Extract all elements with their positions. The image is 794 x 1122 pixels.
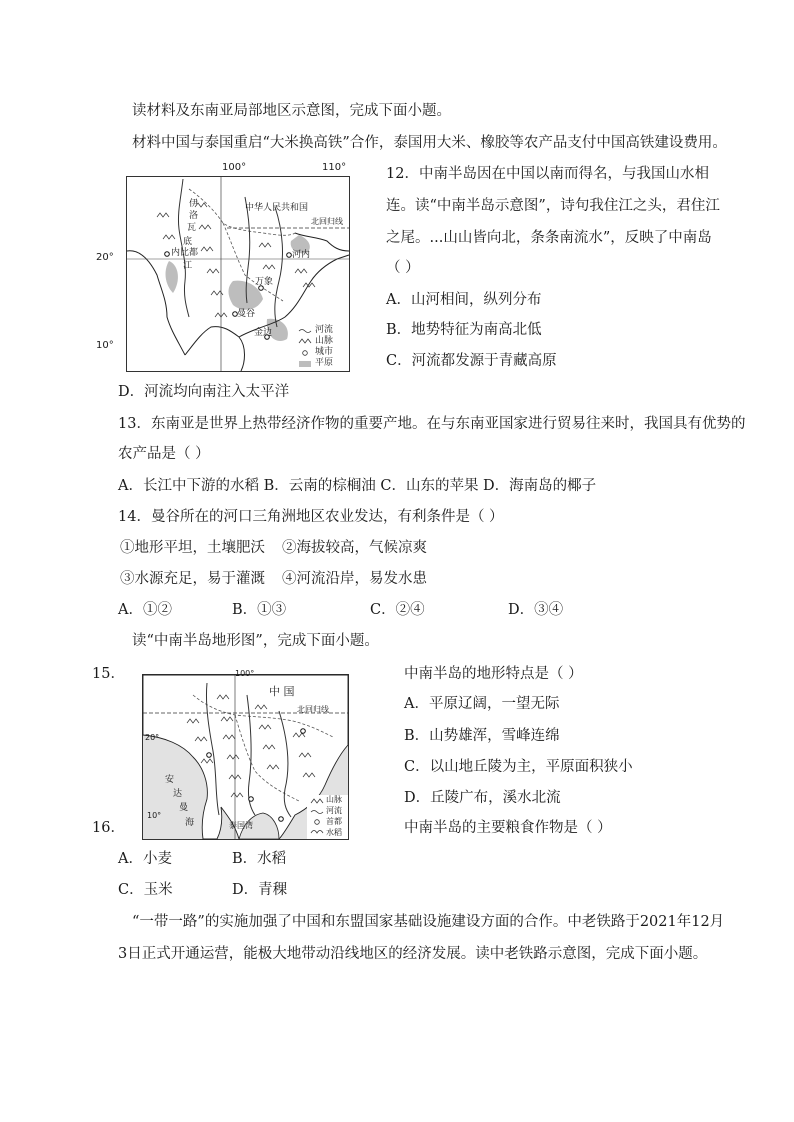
q14-item-2: ②海拔较高，气候凉爽	[282, 540, 427, 556]
q13-options[interactable]: A．长江中下游的水稻 B．云南的棕榈油 C．山东的苹果 D．海南岛的椰子	[118, 478, 597, 494]
q15-stem: 中南半岛的地形特点是（ ）	[404, 666, 583, 682]
q16-option-c[interactable]: C．玉米	[118, 882, 173, 898]
map1-legend-mountain: 山脉	[315, 336, 334, 346]
intro-line-2: 读“中南半岛地形图”，完成下面小题。	[132, 633, 379, 649]
map1-label-river-2: 洛	[189, 211, 199, 221]
q13-stem-1: 13．东南亚是世界上热带经济作物的重要产地。在与东南亚国家进行贸易往来时，我国具有优势的	[118, 416, 746, 432]
map1-legend-plain: 平原	[315, 358, 334, 368]
q14-option-d[interactable]: D．③④	[508, 602, 564, 618]
map2-label-sea-3: 曼	[179, 803, 189, 813]
map2-lat-10: 10°	[147, 811, 162, 820]
q16-stem: 中南半岛的主要粮食作物是（ ）	[404, 820, 612, 836]
q14-stem: 14．曼谷所在的河口三角洲地区农业发达，有利条件是（ ）	[118, 509, 504, 525]
q12-stem-1: 12．中南半岛因在中国以南而得名，与我国山水相	[386, 166, 709, 182]
q14-option-c[interactable]: C．②④	[370, 602, 425, 618]
q14-option-b[interactable]: B．①③	[232, 602, 287, 618]
map2-label-tropic: 北回归线	[297, 705, 329, 714]
map1-label-river-4: 底	[183, 237, 193, 247]
q12-option-c[interactable]: C．河流都发源于青藏高原	[386, 353, 557, 369]
q12-stem-3: 之尾。...山山皆向北，条条南流水”，反映了中南岛	[386, 230, 712, 246]
map1-label-river-5: 江	[183, 261, 193, 271]
q12-stem-2: 连。读“中南半岛示意图”，诗句我住江之头，君住江	[386, 198, 720, 214]
map2-legend-rice: 水稻	[326, 828, 342, 837]
map2-label-sea-1: 安	[165, 775, 175, 785]
q14-item-1: ①地形平坦，土壤肥沃	[120, 540, 265, 556]
q16-option-d[interactable]: D．青稞	[232, 882, 288, 898]
intro-line-1: 读材料及东南亚局部地区示意图，完成下面小题。	[132, 103, 451, 119]
map1-label-phnompenh: 金边	[254, 328, 273, 338]
map1-label-naypyidaw: 内比都	[171, 248, 199, 258]
map1-label-river-1: 伊	[189, 199, 199, 209]
map1-label-hanoi: 河内	[292, 250, 311, 260]
map2-legend-capital: 首都	[326, 817, 342, 826]
map1-lat-20: 20°	[96, 252, 114, 263]
q14-item-4: ④河流沿岸，易发水患	[282, 571, 427, 587]
q16-option-b[interactable]: B．水稻	[232, 851, 287, 867]
q15-option-b[interactable]: B．山势雄浑，雪峰连绵	[404, 728, 560, 744]
q13-stem-2: 农产品是（ ）	[118, 446, 210, 462]
q15-option-c[interactable]: C．以山地丘陵为主，平原面积狭小	[404, 759, 633, 775]
map2-lat-20: 20°	[145, 733, 160, 742]
q15-number: 15．	[92, 666, 125, 682]
map2-label-gulf: 泰国湾	[229, 821, 253, 830]
q12-option-a[interactable]: A．山河相间，纵列分布	[386, 292, 542, 308]
q12-stem-4: （ ）	[386, 260, 420, 276]
railway-line-2: 3日正式开通运营，能极大地带动沿线地区的经济发展。读中老铁路示意图，完成下面小题。	[118, 946, 708, 962]
map1-legend-city: 城市	[315, 347, 334, 357]
map1-lon-110: 110°	[322, 162, 347, 173]
map1-label-bangkok: 曼谷	[237, 309, 256, 319]
map1-label-china: 中华人民共和国	[245, 203, 309, 213]
indochina-terrain-map-drawing	[143, 675, 348, 839]
q12-option-d[interactable]: D．河流均向南注入太平洋	[118, 384, 290, 400]
southeast-asia-map	[126, 176, 350, 372]
railway-line-1: “一带一路”的实施加强了中国和东盟国家基础设施建设方面的合作。中老铁路于2021年12月	[132, 914, 725, 930]
q15-option-d[interactable]: D．丘陵广布，溪水北流	[404, 790, 561, 806]
map2-label-sea-2: 达	[173, 789, 183, 799]
map2-label-sea-4: 海	[185, 818, 195, 828]
map1-label-river-3: 瓦	[187, 223, 197, 233]
q15-option-a[interactable]: A．平原辽阔，一望无际	[404, 696, 560, 712]
q16-option-a[interactable]: A．小麦	[118, 851, 172, 867]
map2-legend-mountain: 山脉	[326, 795, 342, 804]
indochina-terrain-map	[142, 669, 349, 840]
map1-lat-10: 10°	[96, 340, 114, 351]
material-line: 材料中国与泰国重启“大米换高铁”合作，泰国用大米、橡胶等农产品支付中国高铁建设费用。	[132, 135, 727, 151]
q12-option-b[interactable]: B．地势特征为南高北低	[386, 322, 542, 338]
map2-label-china: 中 国	[269, 685, 295, 698]
map2-lon-100: 100°	[235, 669, 255, 678]
map1-label-tropic: 北回归线	[311, 217, 343, 226]
q14-option-a[interactable]: A．①②	[118, 602, 172, 618]
q16-number: 16．	[92, 820, 125, 836]
q14-item-3: ③水源充足，易于灌溉	[120, 571, 265, 587]
map1-label-vientiane: 万象	[255, 277, 274, 287]
map2-legend-river: 河流	[326, 806, 342, 815]
map1-legend-river: 河流	[315, 325, 334, 335]
map1-lon-100: 100°	[222, 162, 247, 173]
